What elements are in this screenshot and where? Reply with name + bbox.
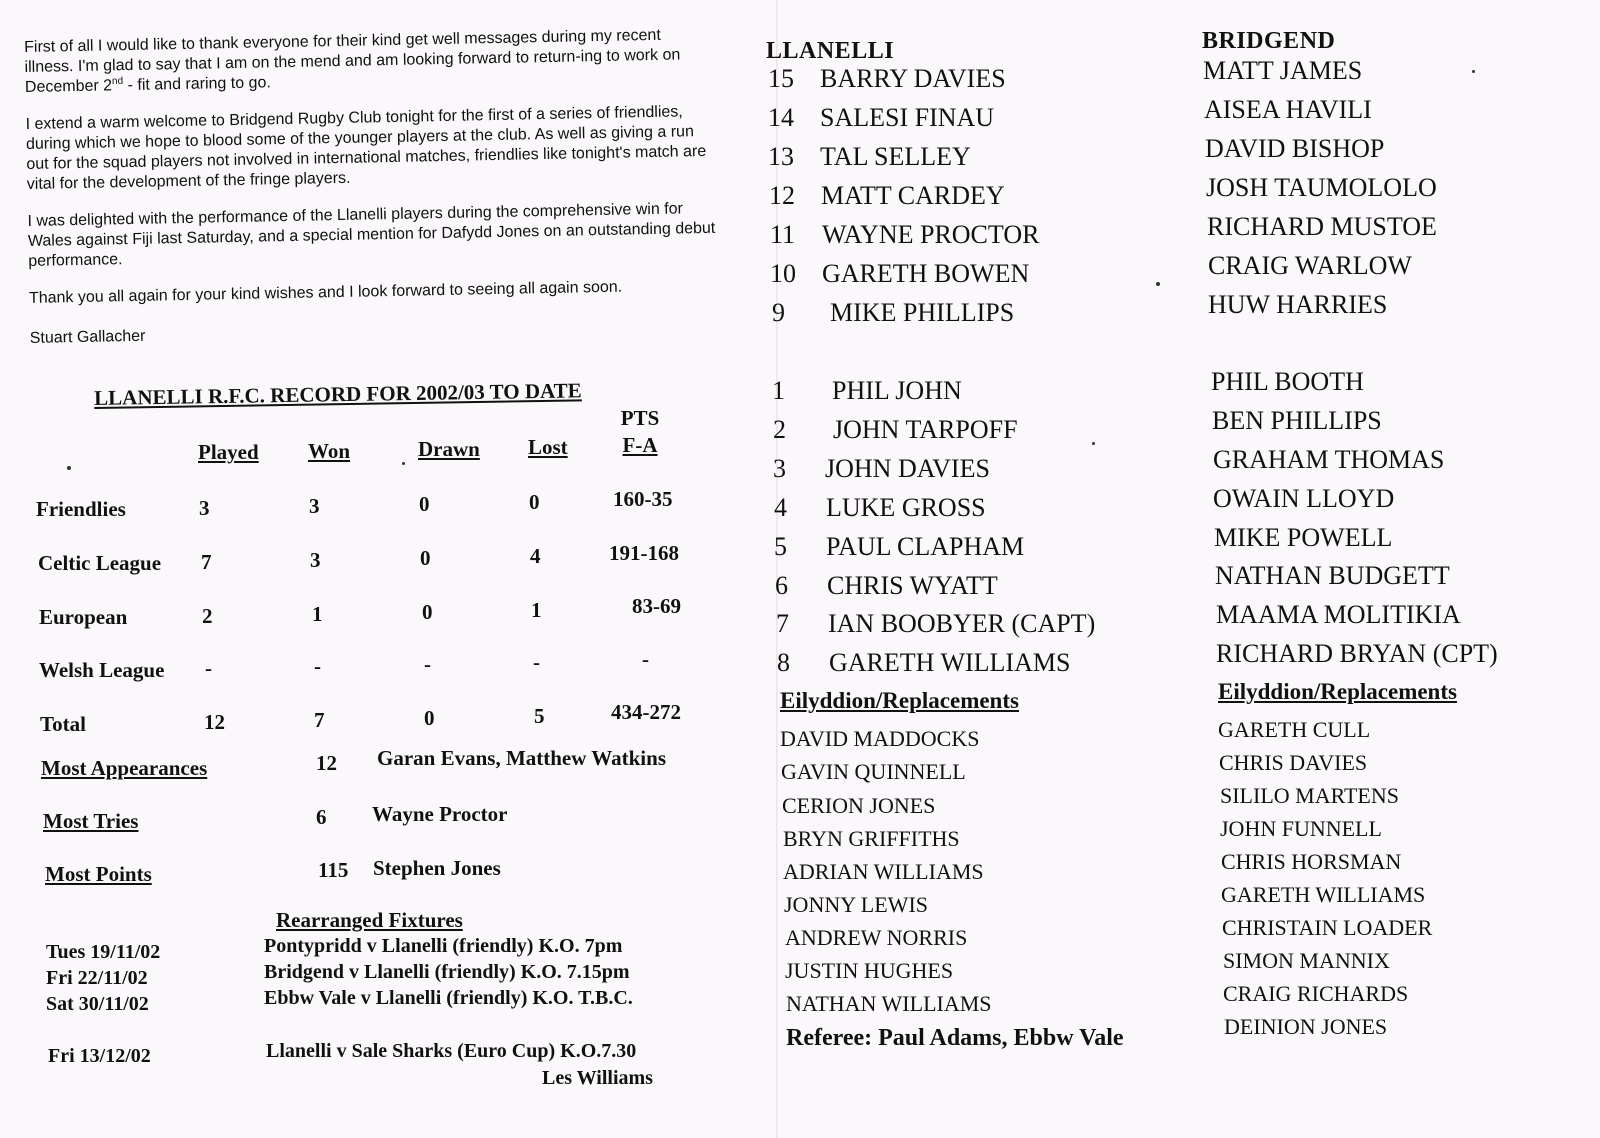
superscript: nd xyxy=(111,75,124,87)
fixture-match: Llanelli v Sale Sharks (Euro Cup) K.O.7.30 xyxy=(266,1040,637,1062)
bridgend-player: CRAIG WARLOW xyxy=(1208,251,1412,280)
llanelli-player xyxy=(776,609,1095,639)
print-speck xyxy=(1472,70,1475,73)
stat-label: Most Appearances xyxy=(41,756,208,780)
bridgend-player: OWAIN LLOYD xyxy=(1213,484,1395,513)
stat-names: Garan Evans, Matthew Watkins xyxy=(377,746,666,770)
player-number: 15 xyxy=(768,64,794,93)
stat-label: Most Points xyxy=(45,862,152,886)
row-drawn: 0 xyxy=(422,600,433,624)
bridgend-replacement: CRAIG RICHARDS xyxy=(1223,981,1409,1006)
player-number: 1 xyxy=(772,376,785,405)
player-name: CHRIS WYATT xyxy=(827,571,998,600)
fixture-match: Pontypridd v Llanelli (friendly) K.O. 7pm xyxy=(264,935,623,957)
letter-signature: Stuart Gallacher xyxy=(29,327,146,347)
print-speck xyxy=(1092,442,1095,445)
llanelli-replacement: NATHAN WILLIAMS xyxy=(786,991,992,1016)
llanelli-player xyxy=(768,103,994,133)
header-drawn: Drawn xyxy=(418,437,480,461)
bridgend-player: MIKE POWELL xyxy=(1214,523,1393,552)
row-lost: 1 xyxy=(531,598,542,622)
llanelli-player xyxy=(769,181,1005,211)
player-name: LUKE GROSS xyxy=(826,493,986,522)
row-lost: - xyxy=(533,650,540,674)
bridgend-player: RICHARD MUSTOE xyxy=(1207,212,1437,241)
player-number: 6 xyxy=(775,571,788,600)
row-pts: 83-69 xyxy=(632,594,681,618)
row-lost: 4 xyxy=(530,544,541,568)
player-name: PHIL JOHN xyxy=(832,376,962,405)
header-fa: F-A xyxy=(622,433,658,457)
header-lost: Lost xyxy=(528,435,568,459)
bridgend-player: RICHARD BRYAN (CPT) xyxy=(1216,639,1498,668)
row-drawn: 0 xyxy=(424,706,435,730)
row-label: Celtic League xyxy=(38,551,162,575)
bridgend-player: MAAMA MOLITIKIA xyxy=(1216,600,1461,629)
letter-paragraph-text: First of all I would like to thank everyone for their kind get well messages during my recent illness. I'm glad to say that I am on the mend and am looking forward to return-ing to work on December 2 xyxy=(24,26,681,96)
record-title: LLANELLI R.F.C. RECORD FOR 2002/03 TO DATE xyxy=(94,378,582,410)
llanelli-replacement: JUSTIN HUGHES xyxy=(785,958,954,983)
player-name: JOHN TARPOFF xyxy=(833,415,1018,444)
letter-paragraph: Thank you all again for your kind wishes and I look forward to seeing all again soon. xyxy=(28,278,623,307)
row-lost: 5 xyxy=(534,704,545,728)
header-pts: PTS xyxy=(620,406,660,430)
llanelli-player xyxy=(770,220,1039,250)
fixture-match: Ebbw Vale v Llanelli (friendly) K.O. T.B.C. xyxy=(264,987,633,1009)
stat-names: Wayne Proctor xyxy=(372,802,508,826)
llanelli-player xyxy=(770,259,1029,289)
fixture-match: Bridgend v Llanelli (friendly) K.O. 7.15pm xyxy=(264,961,630,983)
llanelli-player xyxy=(775,571,998,601)
letter-paragraph xyxy=(24,25,715,98)
bridgend-replacement: JOHN FUNNELL xyxy=(1220,816,1382,841)
player-name: TAL SELLEY xyxy=(820,142,971,171)
row-drawn: 0 xyxy=(419,492,430,516)
row-drawn: - xyxy=(424,652,431,676)
referee: Referee: Paul Adams, Ebbw Vale xyxy=(786,1025,1124,1051)
fixture-date: Sat 30/11/02 xyxy=(46,993,149,1015)
bridgend-player: NATHAN BUDGETT xyxy=(1215,561,1450,590)
player-name: JOHN DAVIES xyxy=(825,454,990,483)
llanelli-player xyxy=(773,454,990,484)
player-name: GARETH WILLIAMS xyxy=(829,648,1071,677)
bridgend-replacement: CHRIS HORSMAN xyxy=(1221,849,1402,874)
llanelli-player xyxy=(774,493,986,523)
llanelli-heading: LLANELLI xyxy=(766,38,895,64)
bridgend-heading: BRIDGEND xyxy=(1202,28,1336,54)
row-label: Total xyxy=(40,712,86,736)
row-lost: 0 xyxy=(529,490,540,514)
row-label: European xyxy=(39,605,128,629)
bridgend-replacement: GARETH WILLIAMS xyxy=(1221,882,1426,907)
bridgend-player: AISEA HAVILI xyxy=(1204,95,1372,124)
row-pts: - xyxy=(642,647,649,671)
bridgend-player: JOSH TAUMOLOLO xyxy=(1206,173,1437,202)
row-played: - xyxy=(205,656,212,680)
row-played: 7 xyxy=(201,550,212,574)
bridgend-player: PHIL BOOTH xyxy=(1211,367,1364,396)
llanelli-player xyxy=(768,64,1006,94)
header-won: Won xyxy=(308,439,351,463)
llanelli-replacement: BRYN GRIFFITHS xyxy=(783,826,960,851)
row-pts: 160-35 xyxy=(613,487,673,511)
fixtures-title: Rearranged Fixtures xyxy=(276,908,463,932)
fixture-date: Tues 19/11/02 xyxy=(46,941,161,963)
llanelli-replacement: CERION JONES xyxy=(782,793,936,818)
row-won: 1 xyxy=(312,602,323,626)
row-won: - xyxy=(314,654,321,678)
bridgend-replacement: CHRISTAIN LOADER xyxy=(1222,915,1433,940)
row-pts: 191-168 xyxy=(609,541,679,565)
llanelli-player xyxy=(773,415,1018,445)
bridgend-replacement: SIMON MANNIX xyxy=(1223,948,1390,973)
bridgend-replacements-title: Eilyddion/Replacements xyxy=(1218,679,1457,704)
player-number: 5 xyxy=(774,532,787,561)
player-number: 9 xyxy=(772,298,785,327)
header-played: Played xyxy=(198,440,259,464)
row-pts: 434-272 xyxy=(611,700,681,724)
letter-paragraph: I was delighted with the performance of the Llanelli players during the comprehensive win for Wales against Fiji last Saturday, and a special mention for Dafydd Jones on an outstanding debut performance. xyxy=(27,200,716,270)
stat-names: Stephen Jones xyxy=(373,856,501,880)
llanelli-player xyxy=(772,298,1014,328)
stat-value: 6 xyxy=(316,805,327,829)
player-number: 3 xyxy=(773,454,786,483)
bridgend-player: MATT JAMES xyxy=(1203,56,1363,85)
player-name: PAUL CLAPHAM xyxy=(826,532,1025,561)
stat-value: 12 xyxy=(316,751,337,775)
row-won: 3 xyxy=(309,494,320,518)
llanelli-player xyxy=(768,142,971,172)
llanelli-replacement: JONNY LEWIS xyxy=(784,892,928,917)
llanelli-replacement: ANDREW NORRIS xyxy=(785,925,968,950)
row-won: 3 xyxy=(310,548,321,572)
player-name: GARETH BOWEN xyxy=(822,259,1030,288)
stat-label: Most Tries xyxy=(43,809,139,833)
bridgend-replacement: DEINION JONES xyxy=(1224,1014,1388,1039)
player-number: 7 xyxy=(776,609,789,638)
player-name: BARRY DAVIES xyxy=(820,64,1006,93)
llanelli-player xyxy=(777,648,1070,678)
player-number: 11 xyxy=(770,220,796,249)
print-speck xyxy=(402,462,405,465)
stat-value: 115 xyxy=(318,858,349,882)
print-speck xyxy=(1156,282,1160,286)
bridgend-player: GRAHAM THOMAS xyxy=(1213,445,1445,474)
right-page xyxy=(766,0,1600,1138)
row-played: 12 xyxy=(204,710,225,734)
player-number: 2 xyxy=(773,415,786,444)
row-label: Welsh League xyxy=(39,658,165,682)
bridgend-player: BEN PHILLIPS xyxy=(1212,406,1382,435)
player-number: 10 xyxy=(770,259,796,288)
bridgend-replacement: GARETH CULL xyxy=(1218,717,1371,742)
player-name: WAYNE PROCTOR xyxy=(822,220,1040,249)
row-drawn: 0 xyxy=(420,546,431,570)
player-name: MIKE PHILLIPS xyxy=(830,298,1015,327)
player-number: 12 xyxy=(769,181,795,210)
chairman-letter xyxy=(24,25,720,366)
fixtures-footer: Les Williams xyxy=(542,1067,653,1089)
llanelli-replacement: GAVIN QUINNELL xyxy=(781,759,966,784)
llanelli-player xyxy=(772,376,962,406)
llanelli-replacement: ADRIAN WILLIAMS xyxy=(783,859,984,884)
player-name: IAN BOOBYER (CAPT) xyxy=(828,609,1096,638)
bridgend-replacement: CHRIS DAVIES xyxy=(1219,750,1368,775)
row-played: 2 xyxy=(202,604,213,628)
row-played: 3 xyxy=(199,496,210,520)
player-number: 13 xyxy=(768,142,794,171)
player-name: SALESI FINAU xyxy=(820,103,995,132)
bridgend-player: HUW HARRIES xyxy=(1208,290,1388,319)
bridgend-player: DAVID BISHOP xyxy=(1205,134,1385,163)
row-label: Friendlies xyxy=(36,497,126,521)
print-speck xyxy=(67,466,71,470)
player-name: MATT CARDEY xyxy=(821,181,1005,210)
letter-paragraph: I extend a warm welcome to Bridgend Rugby Club tonight for the first of a series of friendlies, during which we hope to blood some of the younger players at the club. As well as giving a run out for the squad players not involved in international matches, friendlies like tonight's match are vital for the development of the fringe players. xyxy=(25,103,707,193)
row-won: 7 xyxy=(314,708,325,732)
letter-paragraph-tail: - fit and raring to go. xyxy=(123,74,271,95)
fixture-date: Fri 22/11/02 xyxy=(46,967,148,989)
llanelli-replacements-title: Eilyddion/Replacements xyxy=(780,688,1019,713)
llanelli-replacement: DAVID MADDOCKS xyxy=(780,726,980,751)
player-number: 14 xyxy=(768,103,794,132)
llanelli-player xyxy=(774,532,1024,562)
player-number: 8 xyxy=(777,648,790,677)
fixture-date: Fri 13/12/02 xyxy=(48,1045,151,1067)
player-number: 4 xyxy=(774,493,787,522)
bridgend-replacement: SILILO MARTENS xyxy=(1220,783,1399,808)
